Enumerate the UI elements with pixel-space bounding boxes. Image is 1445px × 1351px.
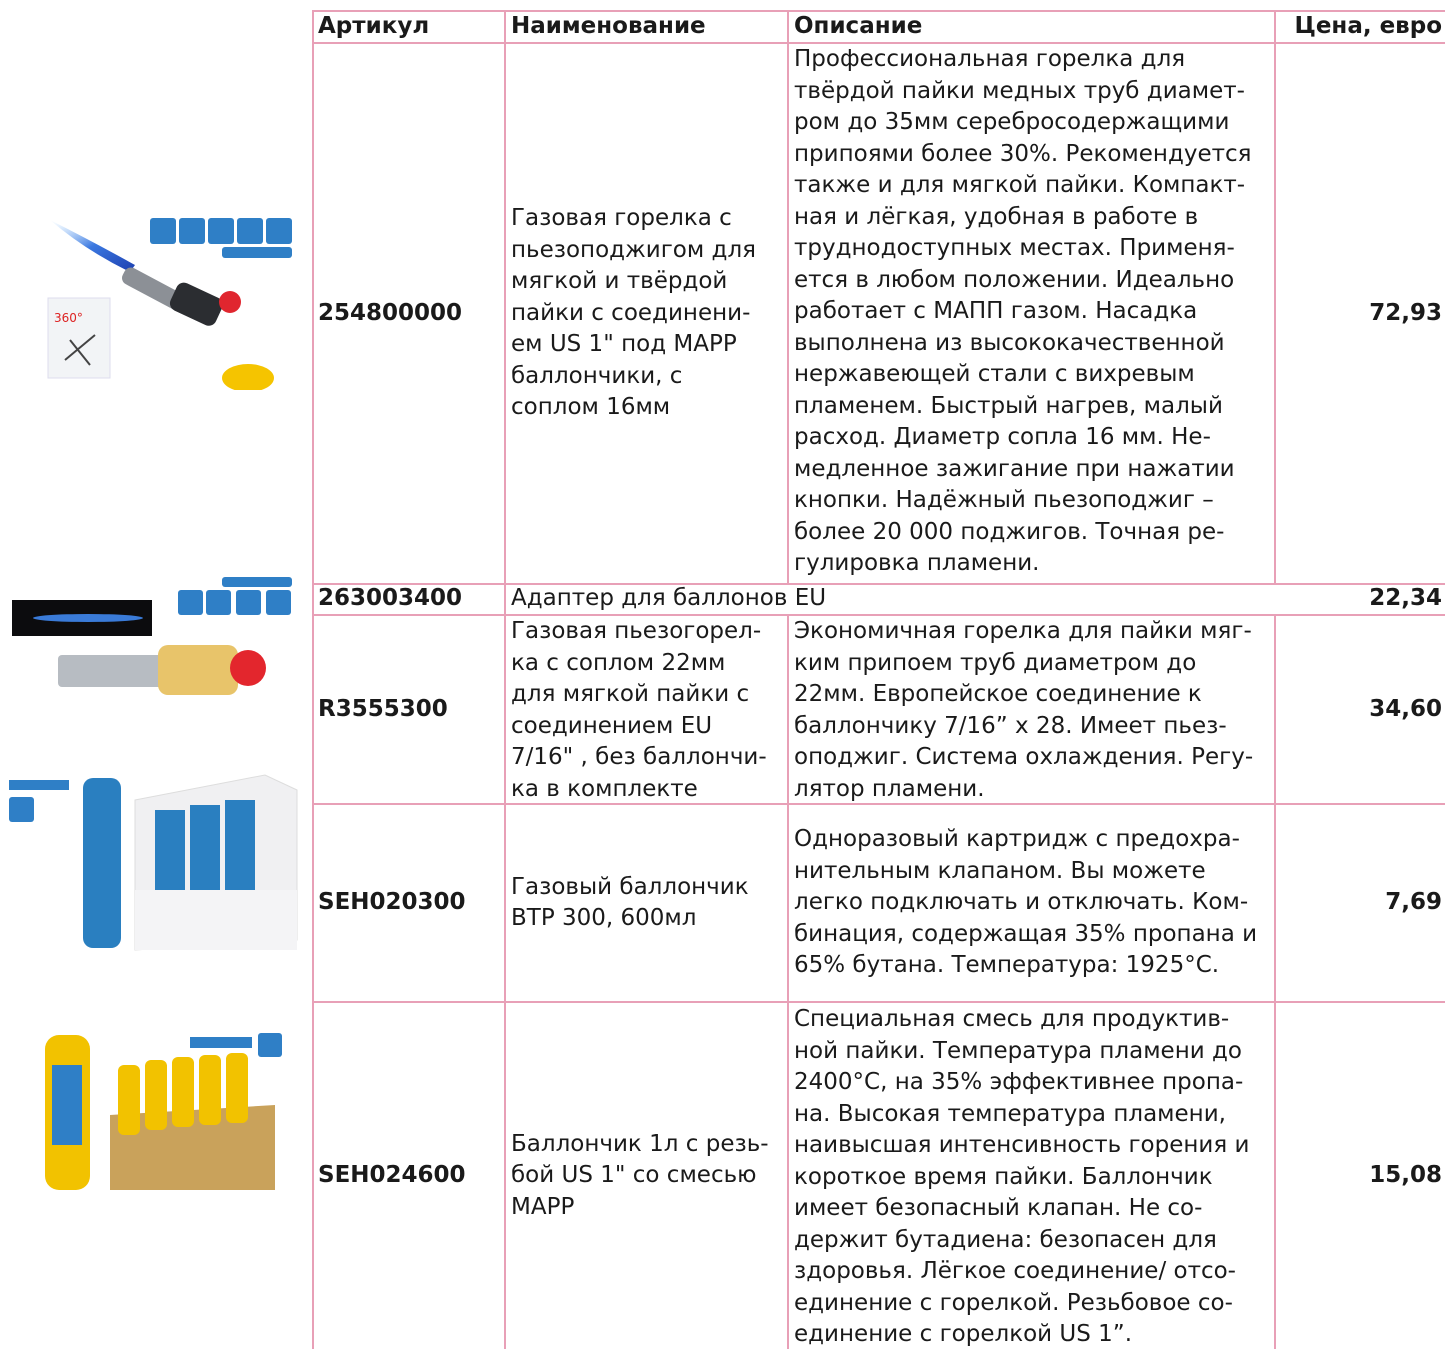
row1-desc-line: работает с МАПП газом. Насадка bbox=[794, 298, 1198, 324]
row5-desc-line: 2400°С, на 35% эффективнее пропа- bbox=[794, 1069, 1244, 1095]
igniter-button-icon bbox=[219, 291, 241, 313]
box-front bbox=[135, 890, 297, 950]
grid-line-v0 bbox=[312, 10, 314, 1349]
header-price: Цена, евро bbox=[1294, 13, 1442, 39]
row5-name-line: бой US 1" со смесью bbox=[511, 1162, 757, 1189]
row1-name-line: соплом 16мм bbox=[511, 394, 671, 421]
row4-name-text bbox=[511, 872, 749, 935]
row4-desc-line: Одноразовый картридж с предохра- bbox=[794, 826, 1240, 853]
row4-desc-line: бинация, содержащая 35% пропана и bbox=[794, 920, 1258, 947]
row5-desc-line: имеет безопасный клапан. Не со- bbox=[794, 1195, 1203, 1221]
header-name: Наименование bbox=[511, 13, 706, 39]
row3-name-line: соединением EU bbox=[511, 712, 713, 739]
row1-desc-line: ром до 35мм серебросодержащими bbox=[794, 109, 1230, 135]
torch-body bbox=[158, 645, 238, 695]
torch-body bbox=[167, 280, 225, 328]
row1-desc-line: более 20 000 поджигов. Точная ре- bbox=[794, 518, 1225, 545]
row4-desc-line: нительным клапаном. Вы можете bbox=[794, 857, 1206, 884]
grid-line-h5 bbox=[312, 1001, 1445, 1003]
rotation-diagram bbox=[48, 298, 110, 378]
mapp-label bbox=[52, 1065, 82, 1145]
en-badge bbox=[190, 1037, 252, 1048]
row4-desc-line: легко подключать и отключать. Ком- bbox=[794, 889, 1249, 916]
row1-desc-line: Профессиональная горелка для bbox=[794, 46, 1186, 72]
header-article: Артикул bbox=[318, 13, 430, 39]
row1-name-line: пьезоподжигом для bbox=[511, 236, 756, 263]
row1-name-line: баллончики, с bbox=[511, 362, 683, 389]
row1-desc-line: медленное зажигание при нажатии bbox=[794, 455, 1235, 482]
row1-desc-line: расход. Диаметр сопла 16 мм. Не- bbox=[794, 424, 1211, 450]
row1-description bbox=[794, 44, 1252, 580]
row5-desc-line: ной пайки. Температура пламени до bbox=[794, 1037, 1242, 1064]
row3-description bbox=[794, 616, 1253, 805]
row1-desc-line: пламенем. Быстрый нагрев, малый bbox=[794, 392, 1223, 419]
cylinder-top bbox=[222, 364, 274, 390]
mapp-cylinder-image bbox=[30, 1025, 290, 1195]
gas-cartridge-image bbox=[5, 770, 300, 960]
row1-desc-line: кнопки. Надёжный пьезоподжиг – bbox=[794, 487, 1214, 513]
header-description: Описание bbox=[794, 13, 923, 39]
row1-desc-line: ная и лёгкая, удобная в работе в bbox=[794, 203, 1199, 230]
row3-article: R3555300 bbox=[318, 695, 448, 722]
row1-desc-line: припоями более 30%. Рекомендуется bbox=[794, 140, 1252, 167]
tray-cylinder bbox=[145, 1060, 167, 1130]
row5-name-text bbox=[511, 1129, 769, 1224]
grid-line-h2 bbox=[312, 583, 1445, 585]
grid-line-v3 bbox=[1274, 10, 1276, 585]
made-in-badge bbox=[222, 577, 292, 587]
row5-name-line: MAPP bbox=[511, 1193, 575, 1220]
flame-icon bbox=[33, 614, 143, 622]
row5-desc-line: Специальная смесь для продуктив- bbox=[794, 1006, 1230, 1032]
row3-desc-line: баллончику 7/16” x 28. Имеет пьез- bbox=[794, 712, 1227, 739]
row5-name bbox=[511, 1003, 769, 1349]
row5-desc-line: наивысшая интенсивность горения и bbox=[794, 1132, 1250, 1158]
row3-name-line: ка с соплом 22мм bbox=[511, 649, 726, 676]
row3-desc-line: 22мм. Европейское соединение к bbox=[794, 681, 1202, 707]
row1-price: 72,93 bbox=[1369, 299, 1442, 326]
row4-price: 7,69 bbox=[1385, 889, 1442, 916]
row5-desc-line: здоровья. Лёгкое соединение/ отсо- bbox=[794, 1258, 1236, 1284]
din-badge bbox=[9, 780, 69, 790]
row1-desc-line: выполнена из высококачественной bbox=[794, 329, 1225, 356]
badge-icon bbox=[150, 218, 176, 244]
us-badge bbox=[258, 1033, 282, 1057]
row5-name-line: Баллончик 1л с резь- bbox=[511, 1130, 769, 1157]
row5-price: 15,08 bbox=[1369, 1162, 1442, 1189]
row2-price: 22,34 bbox=[1369, 585, 1442, 611]
row1-desc-line: труднодоступных местах. Применя- bbox=[794, 235, 1235, 261]
row3-desc-line: ким припоем труб диаметром до bbox=[794, 649, 1197, 676]
grid-line-v1 bbox=[504, 10, 506, 1349]
row1-name bbox=[511, 44, 756, 583]
grid-line-v2 bbox=[787, 10, 789, 585]
row1-desc-line: гулировка пламени. bbox=[794, 550, 1040, 576]
rotation-label: 360° bbox=[54, 311, 83, 325]
row3-name-line: ка в комплекте bbox=[511, 775, 698, 802]
row3-desc-line: Экономичная горелка для пайки мяг- bbox=[794, 618, 1252, 644]
row2-article: 263003400 bbox=[318, 585, 463, 611]
row4-desc-line: 65% бутана. Температура: 1925°C. bbox=[794, 952, 1220, 979]
row4-desc-text bbox=[794, 824, 1257, 982]
torch-tube bbox=[58, 655, 168, 687]
made-in-badge bbox=[222, 247, 292, 258]
badge-icon bbox=[266, 218, 292, 244]
cartridge-icon bbox=[83, 778, 121, 948]
row1-name-line: мягкой и твёрдой bbox=[511, 268, 728, 295]
row1-desc-line: нержавеющей стали с вихревым bbox=[794, 361, 1195, 387]
tray-cylinder bbox=[172, 1057, 194, 1127]
tray-cylinder bbox=[118, 1065, 140, 1135]
tray-cylinder bbox=[199, 1055, 221, 1125]
badge-icon bbox=[178, 590, 203, 615]
row1-desc-line: также и для мягкой пайки. Компакт- bbox=[794, 172, 1246, 198]
row3-name-line: для мягкой пайки с bbox=[511, 681, 750, 707]
row1-name-line: пайки с соединени- bbox=[511, 299, 751, 326]
row4-article: SEH020300 bbox=[318, 889, 466, 916]
row4-name-line: Газовый баллончик bbox=[511, 873, 749, 900]
badge-icon bbox=[208, 218, 234, 244]
row3-name-line: Газовая пьезогорел- bbox=[511, 618, 762, 644]
row4-name bbox=[511, 805, 749, 1001]
row5-desc-line: на. Высокая температура пламени, bbox=[794, 1100, 1226, 1127]
badge-icon bbox=[266, 590, 291, 615]
row3-desc-line: оподжиг. Система охлаждения. Регу- bbox=[794, 744, 1254, 770]
row3-price: 34,60 bbox=[1369, 695, 1442, 722]
row1-name-line: Газовая горелка с bbox=[511, 205, 732, 232]
row1-name-line: ем US 1" под MAPP bbox=[511, 331, 737, 358]
badge-icon bbox=[237, 218, 263, 244]
row1-article: 254800000 bbox=[318, 299, 463, 326]
row2-name: Адаптер для баллонов EU bbox=[511, 585, 827, 611]
row3-desc-line: лятор пламени. bbox=[794, 775, 985, 802]
row3-name bbox=[511, 616, 767, 805]
row1-desc-line: твёрдой пайки медных труб диамет- bbox=[794, 77, 1245, 104]
row4-description bbox=[794, 805, 1257, 1001]
row5-desc-line: держит бутадиена: безопасен для bbox=[794, 1226, 1217, 1253]
row1-name-text bbox=[511, 203, 756, 424]
row5-desc-line: единение с горелкой. Резьбовое со- bbox=[794, 1289, 1233, 1316]
badge-icon bbox=[179, 218, 205, 244]
row4-name-line: BTP 300, 600мл bbox=[511, 905, 697, 931]
grid-line-v3b bbox=[1274, 615, 1276, 1349]
row1-desc-line: ется в любом положении. Идеально bbox=[794, 266, 1235, 293]
row5-desc-line: короткое время пайки. Баллончик bbox=[794, 1163, 1213, 1190]
eu-badge bbox=[9, 797, 34, 822]
grid-line-v2b bbox=[787, 615, 789, 1349]
flame-icon bbox=[50, 220, 135, 272]
row5-article: SEH024600 bbox=[318, 1162, 466, 1189]
row3-name-line: 7/16" , без баллончи- bbox=[511, 744, 767, 770]
tray-cylinder bbox=[226, 1053, 248, 1123]
badge-icon bbox=[236, 590, 261, 615]
igniter-button-icon bbox=[230, 650, 266, 686]
row5-description bbox=[794, 1004, 1249, 1351]
row5-desc-line: единение с горелкой US 1”. bbox=[794, 1321, 1133, 1347]
badge-icon bbox=[206, 590, 231, 615]
